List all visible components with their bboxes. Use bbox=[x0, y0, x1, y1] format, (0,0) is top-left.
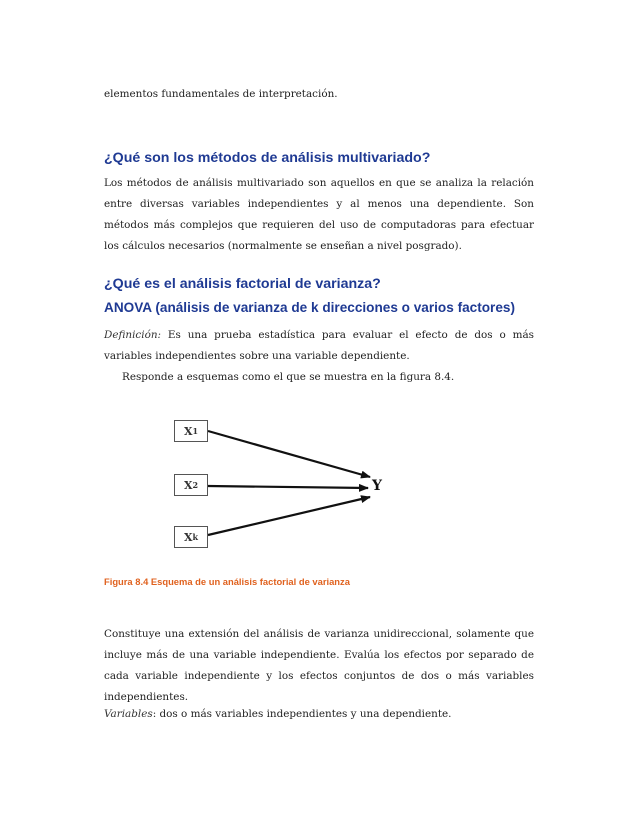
arrow-x2-to-y bbox=[208, 486, 368, 488]
box-x1-var: X bbox=[183, 424, 193, 438]
paragraph-variables bbox=[104, 704, 534, 725]
variable-box-x1 bbox=[174, 420, 208, 442]
dependent-variable-y: Y bbox=[372, 478, 382, 494]
heading-multivariate-methods: ¿Qué son los métodos de análisis multivariado? bbox=[104, 150, 431, 166]
paragraph-responde: Responde a esquemas como el que se muestra en la figura 8.4. bbox=[122, 371, 455, 383]
box-x2-sub: 2 bbox=[192, 480, 199, 490]
arrow-xk-to-y bbox=[208, 497, 370, 535]
box-x1-sub: 1 bbox=[192, 426, 199, 436]
box-xk-var: X bbox=[183, 530, 193, 544]
variable-box-x2 bbox=[174, 474, 208, 496]
heading-anova: ANOVA (análisis de varianza de k direcciones o varios factores) bbox=[104, 300, 515, 315]
heading-factorial-variance: ¿Qué es el análisis factorial de varianza? bbox=[104, 276, 381, 292]
definition-text: Es una prueba estadística para evaluar el efecto de dos o más variables independientes sobre una variable dependiente. bbox=[104, 329, 534, 362]
box-xk-sub: k bbox=[192, 532, 199, 542]
box-x2-var: X bbox=[183, 478, 193, 492]
paragraph-multivariate: Los métodos de análisis multivariado son aquellos en que se analiza la relación entre diversas variables independientes y al menos una dependiente. Son métodos más complejos que requieren del uso de computadoras para efectuar los cálculos necesarios (normalmente se enseñan a nivel posgrado). bbox=[104, 177, 534, 252]
variables-label: Variables bbox=[104, 708, 153, 720]
arrow-x1-to-y bbox=[208, 431, 370, 477]
variable-box-xk bbox=[174, 526, 208, 548]
intro-line: elementos fundamentales de interpretación. bbox=[104, 88, 338, 100]
figure-caption: Figura 8.4 Esquema de un análisis factorial de varianza bbox=[104, 576, 350, 587]
paragraph-constituye: Constituye una extensión del análisis de varianza unidireccional, solamente que incluye más de una variable independiente. Evalúa los efectos por separado de cada variable independiente y los efectos conjuntos de dos o más variables independientes. bbox=[104, 628, 534, 703]
variables-text: : dos o más variables independientes y una dependiente. bbox=[152, 708, 452, 720]
definition-label: Definición: bbox=[104, 329, 162, 341]
